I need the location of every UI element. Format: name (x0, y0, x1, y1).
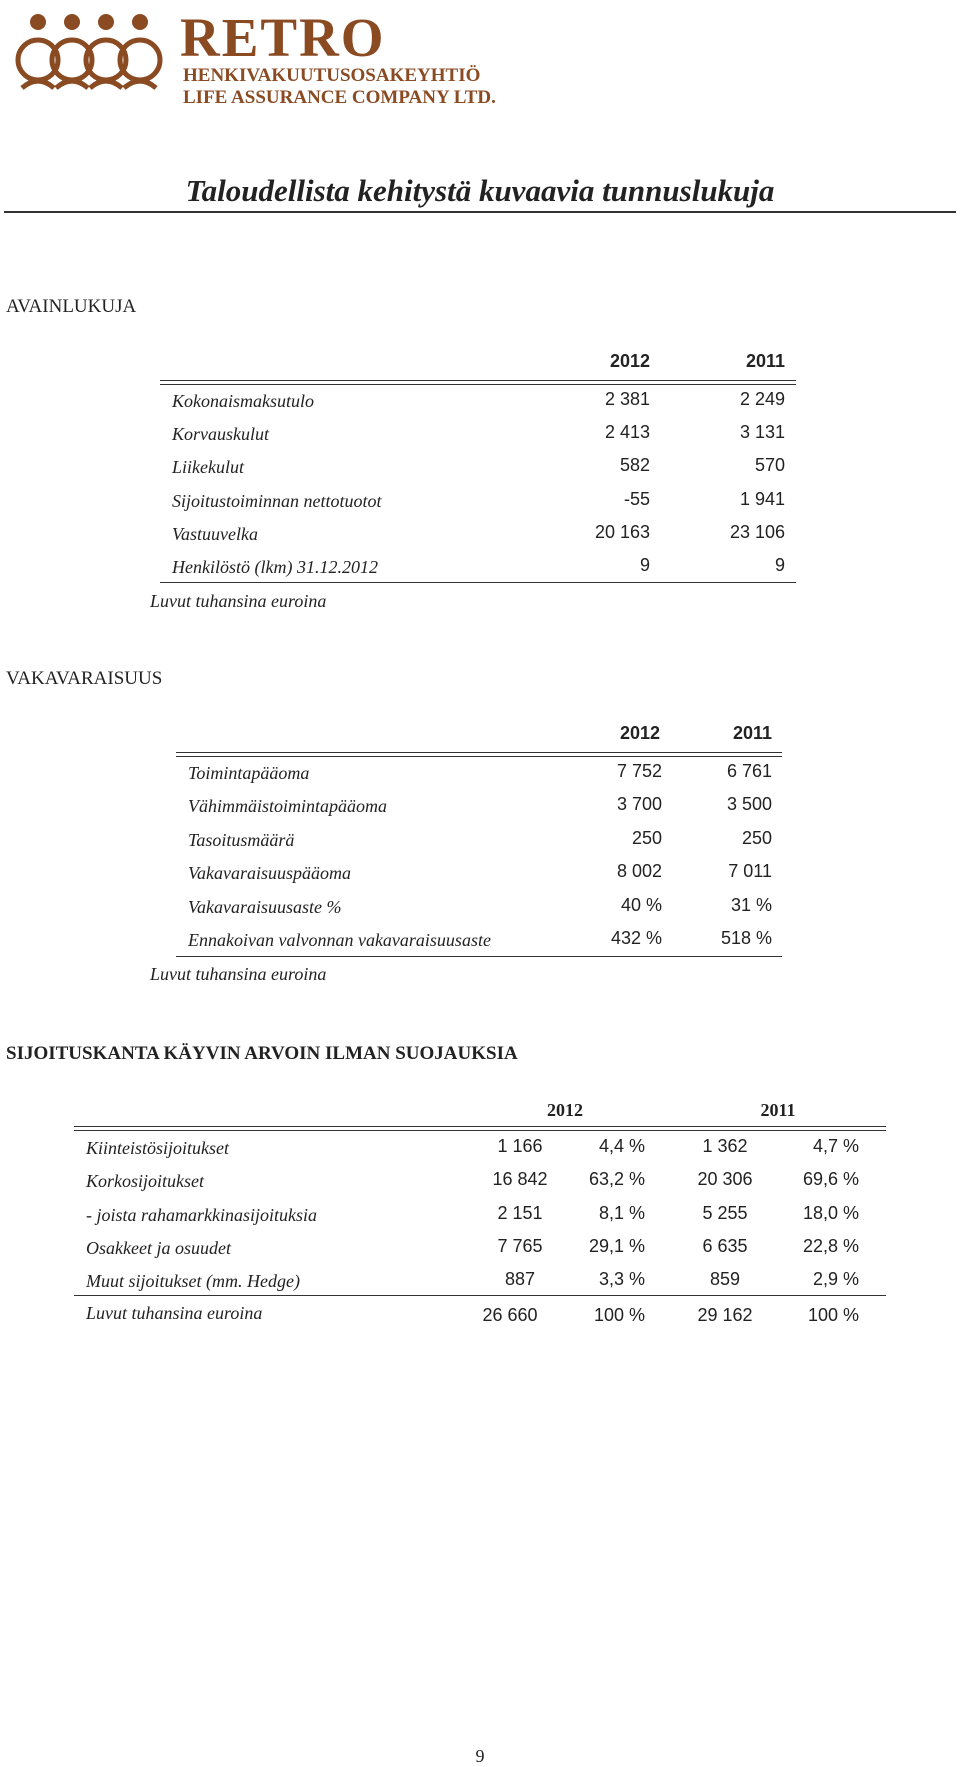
solvency-row-label: Tasoitusmäärä (188, 830, 295, 850)
retro-logo-icon (10, 8, 170, 98)
key-figures-value-2012: 2 413 (604, 422, 650, 442)
investments-share-2011: 22,8 % (802, 1236, 859, 1256)
investments-total-2011: 29 162 (697, 1305, 753, 1325)
key-figures-row-label: Kokonaismaksutulo (172, 391, 314, 411)
section-heading-key-figures: AVAINLUKUJA (6, 296, 137, 317)
investments-amount-2011: 20 306 (697, 1169, 753, 1189)
key-figures-value-2012: 20 163 (594, 522, 650, 542)
investments-share-2012: 29,1 % (588, 1236, 645, 1256)
solvency-bottom-rule (176, 956, 782, 957)
solvency-row-label: Vakavaraisuusaste % (188, 897, 342, 917)
investments-amount-2012: 887 (504, 1269, 536, 1289)
solvency-row-label: Ennakoivan valvonnan vakavaraisuusaste (188, 930, 491, 950)
solvency-value-2011: 7 011 (728, 861, 772, 881)
investments-amount-2011: 6 635 (702, 1236, 748, 1256)
key-figures-value-2012: 2 381 (604, 389, 650, 409)
solvency-value-2011: 31 % (730, 895, 772, 915)
investments-total-rule (74, 1295, 886, 1296)
page-title: Taloudellista kehitystä kuvaavia tunnuslukuja (185, 173, 775, 208)
company-name: RETRO (180, 7, 386, 68)
investments-row-label: Korkosijoitukset (86, 1171, 204, 1191)
company-name-finnish: HENKIVAKUUTUSOSAKEYHTIÖ (183, 65, 481, 86)
key-figures-header-rule (160, 380, 796, 385)
company-name-english: LIFE ASSURANCE COMPANY LTD. (183, 87, 496, 108)
key-figures-value-2011: 3 131 (739, 422, 785, 442)
solvency-header-rule (176, 752, 782, 757)
key-figures-unit-note: Luvut tuhansina euroina (150, 591, 327, 611)
solvency-value-2012: 8 002 (616, 861, 662, 881)
key-figures-row-label: Henkilöstö (lkm) 31.12.2012 (172, 557, 378, 577)
key-figures-year-2011: 2011 (745, 351, 785, 371)
investments-unit-note: Luvut tuhansina euroina (86, 1303, 263, 1323)
solvency-unit-note: Luvut tuhansina euroina (150, 964, 327, 984)
key-figures-value-2012: 582 (619, 455, 650, 475)
title-divider (4, 211, 956, 213)
key-figures-value-2011: 23 106 (729, 522, 785, 542)
key-figures-value-2011: 9 (774, 555, 785, 575)
key-figures-value-2011: 2 249 (739, 389, 785, 409)
solvency-value-2011: 518 % (720, 928, 772, 948)
key-figures-row-label: Vastuuvelka (172, 524, 258, 544)
investments-share-2012: 8,1 % (598, 1203, 645, 1223)
investments-share-2011: 4,7 % (812, 1136, 859, 1156)
investments-year-2012: 2012 (547, 1100, 583, 1120)
investments-amount-2011: 859 (709, 1269, 741, 1289)
solvency-row-label: Vakavaraisuuspääoma (188, 863, 351, 883)
key-figures-row-label: Korvauskulut (172, 424, 269, 444)
solvency-value-2012: 3 700 (616, 794, 662, 814)
solvency-row-label: Vähimmäistoimintapääoma (188, 796, 388, 816)
solvency-value-2012: 7 752 (616, 761, 662, 781)
investments-amount-2012: 1 166 (497, 1136, 543, 1156)
company-logo (10, 8, 510, 108)
key-figures-row-label: Sijoitustoiminnan nettotuotot (172, 491, 382, 511)
solvency-year-2012: 2012 (619, 723, 660, 743)
investments-share-2011: 18,0 % (802, 1203, 859, 1223)
investments-amount-2012: 16 842 (492, 1169, 548, 1189)
key-figures-value-2012: -55 (623, 489, 650, 509)
solvency-value-2011: 3 500 (726, 794, 772, 814)
key-figures-value-2011: 1 941 (739, 489, 785, 509)
page-number: 9 (475, 1746, 485, 1766)
section-heading-solvency: VAKAVARAISUUS (6, 668, 163, 689)
solvency-value-2012: 40 % (620, 895, 662, 915)
investments-header-rule (74, 1126, 886, 1131)
key-figures-bottom-rule (160, 582, 796, 583)
key-figures-value-2012: 9 (639, 555, 650, 575)
solvency-value-2011: 250 (741, 828, 772, 848)
investments-row-label: Kiinteistösijoitukset (86, 1138, 229, 1158)
investments-total-2012: 26 660 (482, 1305, 538, 1325)
key-figures-year-2012: 2012 (609, 351, 650, 371)
investments-share-2012: 4,4 % (598, 1136, 645, 1156)
investments-total-share-2011: 100 % (807, 1305, 859, 1325)
investments-total-share-2012: 100 % (593, 1305, 645, 1325)
investments-share-2012: 3,3 % (598, 1269, 645, 1289)
investments-row-label: Osakkeet ja osuudet (86, 1238, 231, 1258)
investments-year-2011: 2011 (760, 1100, 796, 1120)
investments-amount-2011: 1 362 (702, 1136, 748, 1156)
investments-share-2012: 63,2 % (588, 1169, 645, 1189)
solvency-value-2012: 250 (631, 828, 662, 848)
investments-share-2011: 2,9 % (812, 1269, 859, 1289)
investments-amount-2012: 7 765 (497, 1236, 543, 1256)
solvency-value-2012: 432 % (610, 928, 662, 948)
investments-amount-2012: 2 151 (497, 1203, 543, 1223)
key-figures-row-label: Liikekulut (172, 457, 244, 477)
section-heading-investments: SIJOITUSKANTA KÄYVIN ARVOIN ILMAN SUOJAUKSIA (6, 1043, 518, 1064)
investments-share-2011: 69,6 % (802, 1169, 859, 1189)
solvency-row-label: Toimintapääoma (188, 763, 310, 783)
investments-row-label: - joista rahamarkkinasijoituksia (86, 1205, 317, 1225)
key-figures-value-2011: 570 (754, 455, 785, 475)
solvency-year-2011: 2011 (732, 723, 772, 743)
investments-row-label: Muut sijoitukset (mm. Hedge) (86, 1271, 300, 1291)
investments-amount-2011: 5 255 (702, 1203, 748, 1223)
solvency-value-2011: 6 761 (726, 761, 772, 781)
